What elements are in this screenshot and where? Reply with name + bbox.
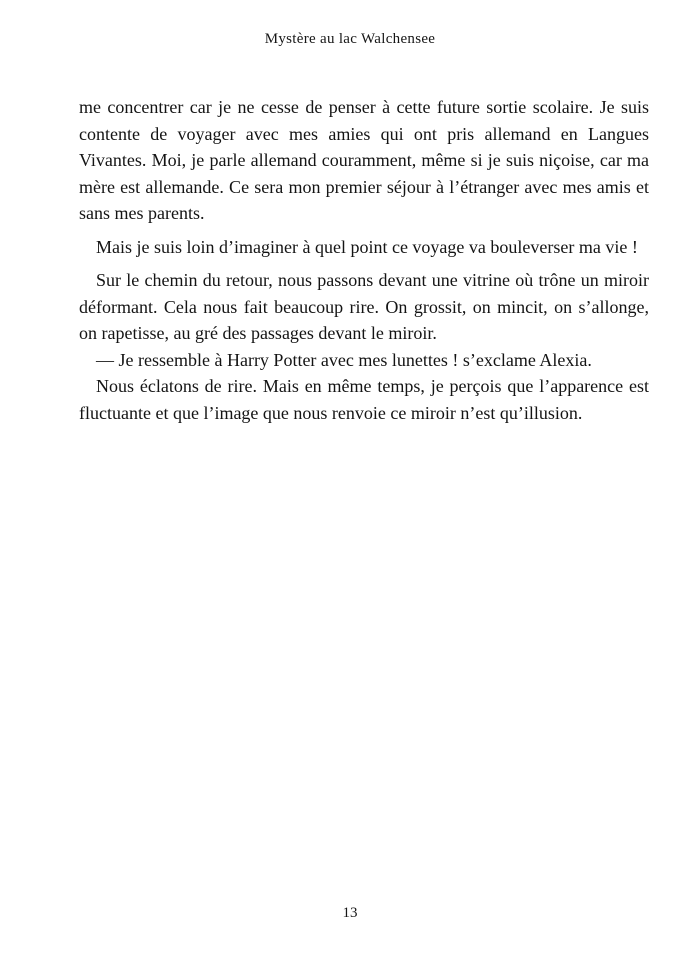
paragraph: Mais je suis loin d’imaginer à quel point ce voyage va bouleverser ma vie ! [96, 236, 638, 257]
page-body [79, 94, 649, 426]
paragraph-dialogue: — Je ressemble à Harry Potter avec mes lunettes ! s’exclame Alexia. [96, 349, 592, 370]
paragraph: Sur le chemin du retour, nous passons devant une vitrine où trône un miroir déformant. Cela nous fait beaucoup rire. On grossit, on mincit, on s’allonge, on rapetisse, au gré des passages devant le miroir. [79, 270, 649, 343]
page-number: 13 [342, 905, 358, 921]
running-header: Mystère au lac Walchensee [264, 31, 436, 47]
paragraph: Nous éclatons de rire. Mais en même temps, je perçois que l’apparence est fluctuante et que l’image que nous renvoie ce miroir n’est qu’illusion. [79, 376, 649, 423]
paragraph-continuation: me concentrer car je ne cesse de penser à cette future sortie scolaire. Je suis contente de voyager avec mes amies qui ont pris allemand en Langues Vivantes. Moi, je parle allemand couramment, même si je suis niçoise, car ma mère est allemande. Ce sera mon premier séjour à l’étranger avec mes amis et sans mes parents. [79, 97, 649, 223]
